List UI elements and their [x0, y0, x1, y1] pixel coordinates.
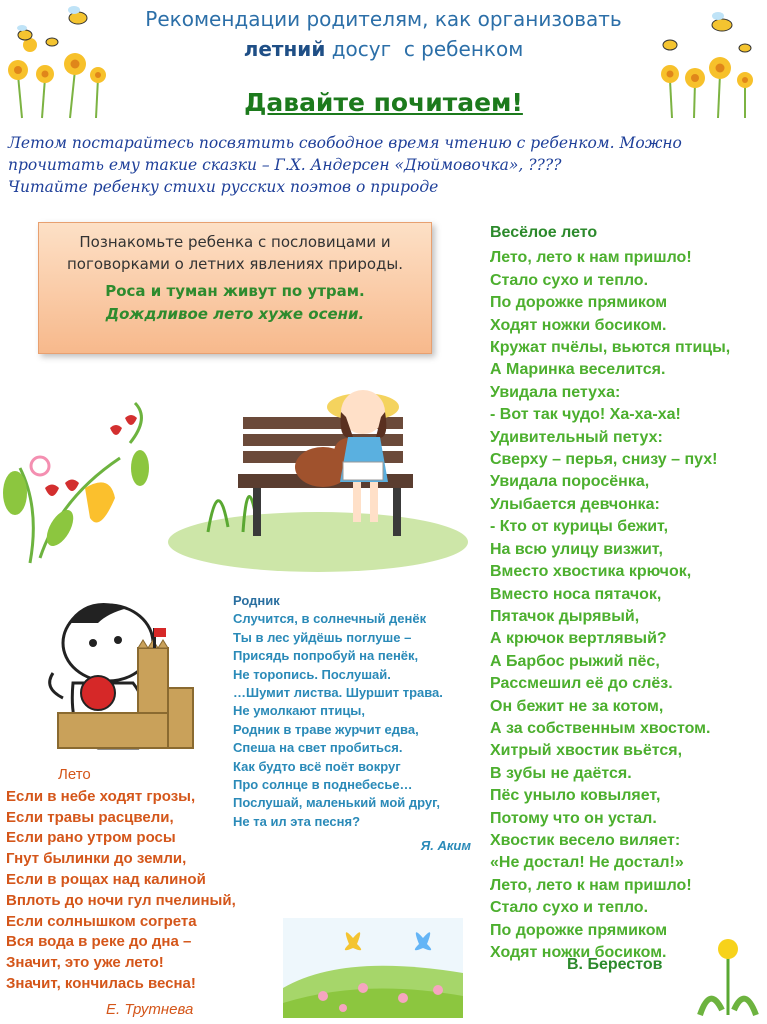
- poem-line: Хвостик весело виляет:: [490, 831, 681, 849]
- poem-line: Увидала петуха:: [490, 383, 621, 401]
- poem-line: Гнут былинки до земли,: [6, 850, 187, 868]
- poem-line: А крючок вертлявый?: [490, 630, 667, 648]
- poem-line: А Маринка веселится.: [490, 361, 666, 379]
- strawberry-plant-icon: [0, 398, 160, 568]
- poem-line: Лето, лето к нам пришло!: [490, 249, 692, 267]
- poem-line: Если рано утром росы: [6, 829, 176, 847]
- poem-line: Не умолкают птицы,: [233, 703, 366, 719]
- poem-line: Вместо хвостика крючок,: [490, 563, 692, 581]
- poem-vesyoloe-author: В. Берестов: [567, 956, 663, 973]
- poem-line: Как будто всё поёт вокруг: [233, 758, 401, 774]
- poem-line: Ты в лес уйдёшь поглуше –: [233, 629, 412, 645]
- meadow-butterflies-illustration: [283, 918, 463, 1018]
- poem-line: Не торопись. Послушай.: [233, 666, 391, 682]
- poem-vesyoloe-leto: [490, 222, 767, 964]
- poem-line: Рассмешил её до слёз.: [490, 675, 673, 693]
- poem-line: …Шумит листва. Шуршит трава.: [233, 685, 443, 701]
- poem-line: Сверху – перья, снизу – пух!: [490, 451, 718, 469]
- poem-line: Ходят ножки босиком.: [490, 316, 667, 334]
- header-rest: досуг с ребенком: [325, 37, 524, 61]
- poem-author: Я. Аким: [420, 838, 471, 854]
- poem-line: Значит, это уже лето!: [6, 954, 164, 972]
- poem-line: Присядь попробуй на пенёк,: [233, 648, 419, 664]
- proverb-2: Дождливое лето хуже осени.: [105, 305, 365, 323]
- poem-line: Стало сухо и тепло.: [490, 271, 649, 289]
- intro-line: прочитать ему такие сказки – Г.Х. Андерсен «Дюймовочка», ????: [8, 156, 562, 174]
- page-title: Давайте почитаем!: [244, 88, 523, 117]
- poem-line: Ходят ножки босиком.: [490, 944, 667, 961]
- poem-line: Улыбается девчонка:: [490, 495, 660, 513]
- poem-title: Весёлое лето: [490, 224, 598, 241]
- poem-line: Он бежит не за котом,: [490, 697, 664, 715]
- proverb-box: [38, 222, 432, 354]
- poem-line: «Не достал! Не достал!»: [490, 854, 684, 872]
- poem-line: Если в рощах над калиной: [6, 870, 206, 888]
- poem-line: Удивительный петух:: [490, 428, 663, 446]
- poem-title: Родник: [233, 593, 280, 608]
- poem-line: - Кто от курицы бежит,: [490, 518, 669, 536]
- header-bold-word: летний: [243, 37, 326, 61]
- poem-line: Если в небе ходят грозы,: [6, 787, 196, 805]
- poem-title: Лето: [58, 766, 91, 783]
- poem-leto: [6, 765, 276, 1021]
- poem-line: Спеша на свет пробиться.: [233, 740, 403, 756]
- poem-line: Значит, кончилась весна!: [6, 974, 196, 992]
- dandelion-icon: [690, 935, 765, 1020]
- poem-line: На всю улицу визжит,: [490, 540, 663, 558]
- poem-line: Вся вода в реке до дна –: [6, 933, 192, 951]
- poem-line: Если травы расцвели,: [6, 808, 174, 826]
- proverb-intro: Познакомьте ребенка с пословицами и поговорками о летних явлениях природы.: [66, 233, 404, 273]
- poem-line: Увидала поросёнка,: [490, 473, 650, 491]
- poem-line: А Барбос рыжий пёс,: [490, 652, 660, 670]
- poem-line: Потому что он устал.: [490, 809, 657, 827]
- poem-line: - Вот так чудо! Ха-ха-ха!: [490, 406, 681, 424]
- poem-line: Стало сухо и тепло.: [490, 899, 649, 917]
- poem-line: Лето, лето к нам пришло!: [490, 876, 692, 894]
- intro-line: Летом постарайтесь посвятить свободное время чтению с ребенком. Можно: [8, 134, 682, 152]
- poem-line: Кружат пчёлы, вьются птицы,: [490, 339, 731, 357]
- poem-line: В зубы не даётся.: [490, 764, 632, 782]
- sandcastle-child-illustration: [18, 588, 228, 763]
- poem-line: Пятачок дырявый,: [490, 607, 640, 625]
- girl-reading-illustration: [148, 362, 478, 582]
- poem-line: Про солнце в поднебесье…: [233, 777, 413, 793]
- poem-line: А за собственным хвостом.: [490, 719, 711, 737]
- poem-line: Вместо носа пятачок,: [490, 585, 662, 603]
- intro-line: Читайте ребенку стихи русских поэтов о природе: [8, 178, 439, 196]
- poem-line: По дорожке прямиком: [490, 294, 668, 312]
- poem-author: Е. Трутнева: [106, 1000, 194, 1018]
- poem-line: Вплоть до ночи гул пчелиный,: [6, 891, 236, 909]
- poem-line: Если солнышком согрета: [6, 912, 197, 930]
- poem-line: Хитрый хвостик вьётся,: [490, 742, 683, 760]
- poem-line: Послушай, маленький мой друг,: [233, 795, 441, 811]
- poem-line: Родник в траве журчит едва,: [233, 721, 419, 737]
- poem-line: Не та ил эта песня?: [233, 813, 361, 829]
- poem-line: Случится, в солнечный денёк: [233, 611, 427, 627]
- poem-line: По дорожке прямиком: [490, 921, 668, 939]
- intro-text: [8, 132, 760, 198]
- poem-line: Пёс уныло ковыляет,: [490, 787, 661, 805]
- proverb-1: Роса и туман живут по утрам.: [105, 282, 365, 300]
- header-line-1: Рекомендации родителям, как организовать: [145, 7, 622, 31]
